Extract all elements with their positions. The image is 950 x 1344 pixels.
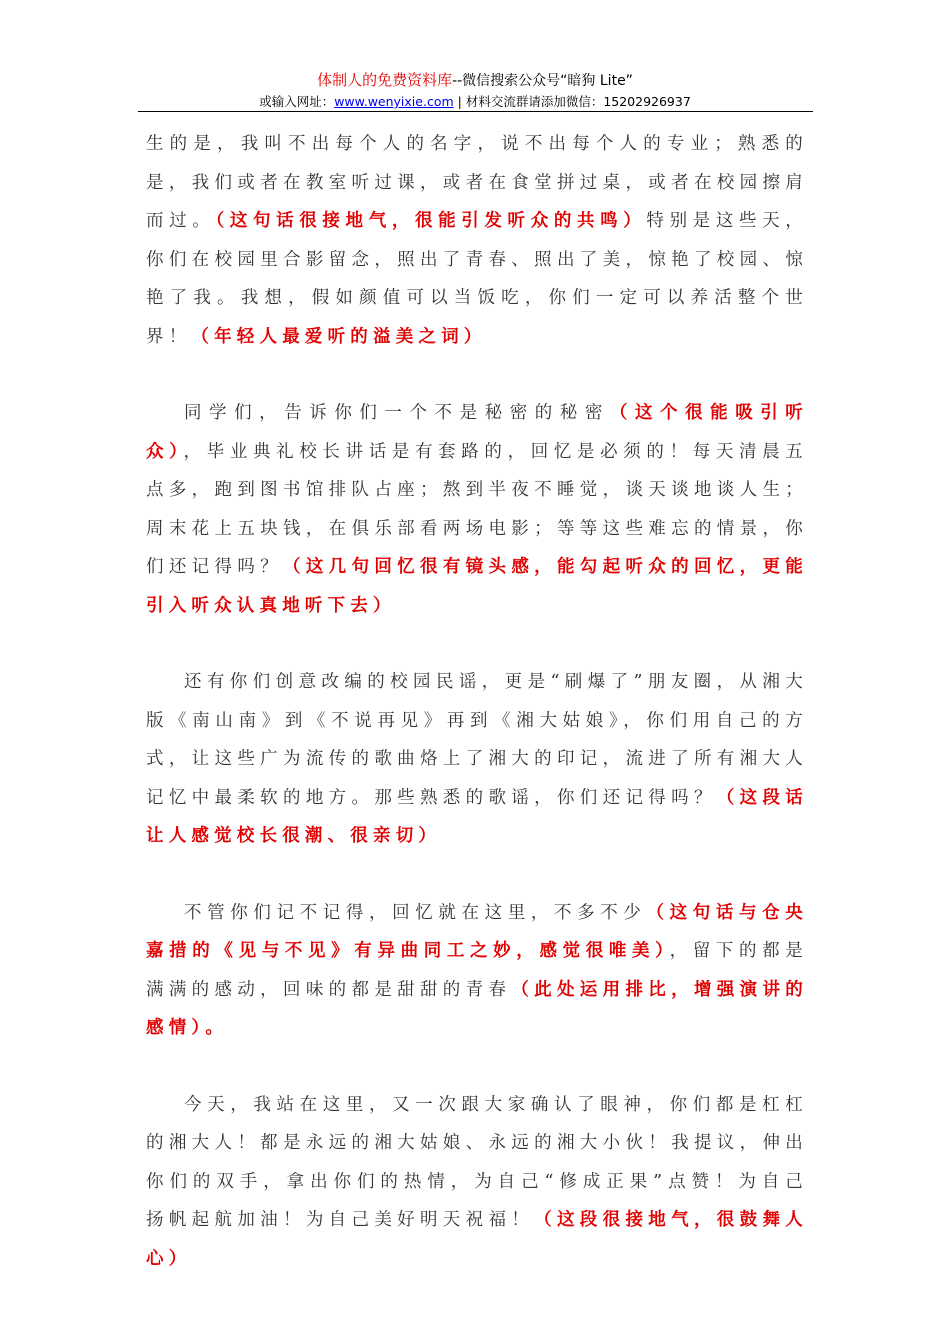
annotation: （这句话很接地气，很能引发听众的共鸣）	[215, 211, 647, 231]
paragraph-5	[146, 1086, 808, 1279]
page-header	[0, 70, 950, 111]
annotation: （这段很接地气，很鼓舞人心）	[146, 1210, 808, 1269]
paragraph-2	[146, 394, 808, 625]
text-segment: 特别是这些天，你们在校园里合影留念，照出了青春、照出了美，惊艳了校园、惊艳了我。我想，假如颜值可以当饭吃，你们一定可以养活整个世界！	[146, 211, 808, 347]
paragraph-1	[146, 125, 808, 356]
header-tagline: --微信搜索公众号“暗狗 Lite”	[452, 73, 633, 89]
annotation: （年轻人最爱听的溢美之词）	[191, 326, 487, 347]
text-segment: 生的是，我叫不出每个人的名字，说不出每个人的专业；熟悉的是，我们或者在教室听过课，或者在食堂拼过桌，或者在校园擦肩而过。	[146, 134, 808, 231]
text-segment: 同学们，告诉你们一个不是秘密的秘密	[184, 403, 610, 423]
website-link[interactable]: www.wenyixie.com	[334, 94, 454, 109]
header-title-line	[0, 70, 950, 91]
header-url-label: 或输入网址：	[259, 94, 335, 109]
annotation: （此处运用排比，增强演讲的感情）。	[146, 979, 808, 1038]
annotation: （这段话让人感觉校长很潮、很亲切）	[146, 787, 808, 846]
header-contact-line	[0, 92, 950, 111]
header-contact: 材料交流群请添加微信：15202926937	[465, 94, 691, 109]
document-body	[146, 125, 808, 1278]
text-segment: 不管你们记不记得，回忆就在这里，不多不少	[184, 902, 647, 923]
paragraph-4	[146, 894, 808, 1048]
text-segment: 今天，我站在这里，又一次跟大家确认了眼神，你们都是杠杠的湘大人！都是永远的湘大姑娘、永远的湘大小伙！我提议，伸出你们的双手，拿出你们的热情，为自己“修成正果”点赞！为自己扬帆起航加油！为自己美好明天祝福！	[146, 1094, 808, 1230]
header-brand: 体制人的免费资料库	[317, 71, 453, 89]
header-separator: |	[453, 94, 466, 109]
annotation: （这几句回忆很有镜头感，能勾起听众的回忆，更能引入听众认真地听下去）	[146, 557, 808, 616]
header-divider	[138, 111, 813, 112]
text-segment: ，毕业典礼校长讲话是有套路的，回忆是必须的！每天清晨五点多，跑到图书馆排队占座；熬到半夜不睡觉，谈天谈地谈人生；周末花上五块钱，在俱乐部看两场电影；等等这些难忘的情景，你们还记得吗？	[146, 441, 808, 577]
annotation: （这句话与仓央嘉措的《见与不见》有异曲同工之妙，感觉很唯美）	[146, 902, 809, 961]
paragraph-3	[146, 663, 808, 856]
text-segment: ，留下的都是满满的感动，回味的都是甜甜的青春	[146, 941, 808, 1000]
annotation: （这个很能吸引听众）	[146, 403, 808, 462]
text-segment: 还有你们创意改编的校园民谣，更是“刷爆了”朋友圈，从湘大版《南山南》到《不说再见》再到《湘大姑娘》，你们用自己的方式，让这些广为流传的歌曲烙上了湘大的印记，流进了所有湘大人记忆中最柔软的地方。那些熟悉的歌谣，你们还记得吗？	[146, 672, 808, 808]
